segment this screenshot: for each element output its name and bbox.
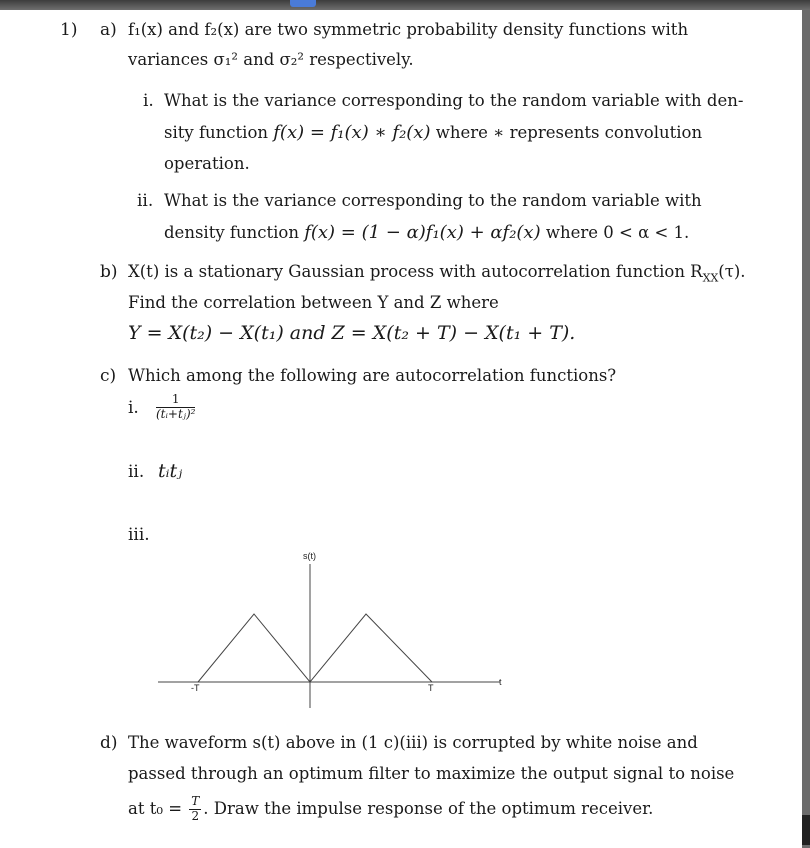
half-t-denominator: 2: [191, 808, 200, 823]
part-b-line1-subscript: XX: [702, 271, 719, 285]
part-a-ii-label: ii.: [137, 191, 154, 211]
part-b-line2: Find the correlation between Y and Z where: [128, 293, 499, 312]
part-b-line1-end: (τ).: [718, 262, 746, 281]
y-axis-label: s(t): [303, 551, 316, 561]
part-c-ii-label: ii.: [128, 462, 145, 482]
part-c-iii-label: iii.: [128, 525, 150, 545]
part-c-i-fraction: [154, 393, 197, 422]
part-a-ii-line2: [164, 224, 689, 242]
part-a-i-line2-suffix: where ∗ represents convolution: [435, 123, 703, 142]
part-c-question: Which among the following are autocorrelation functions?: [128, 366, 617, 385]
part-c-i-label: i.: [128, 398, 139, 418]
part-c-label: c): [100, 366, 117, 386]
half-t-fraction: [189, 795, 201, 824]
part-a-i-line1: What is the variance corresponding to the random variable with den-: [164, 91, 744, 110]
part-b-line1-text: X(t) is a stationary Gaussian process with autocorrelation function R: [128, 262, 703, 281]
fraction-denominator: (tᵢ+tⱼ)²: [156, 406, 196, 421]
part-a-label: a): [100, 20, 117, 40]
part-d-line2: passed through an optimum filter to maximize the output signal to noise: [128, 764, 735, 783]
right-edge-block: [802, 815, 810, 845]
part-b-equation: Y = X(t₂) − X(t₁) and Z = X(t₂ + T) − X(t₁ + T).: [128, 322, 576, 344]
part-a-ii-line2-prefix: density function: [164, 223, 299, 242]
part-a-line1: f₁(x) and f₂(x) are two symmetric probability density functions with: [128, 20, 689, 39]
part-a-line2: variances σ₁² and σ₂² respectively.: [128, 50, 414, 69]
part-a-i-label: i.: [143, 91, 154, 111]
part-a-ii-line1: What is the variance corresponding to the random variable with: [164, 191, 702, 210]
part-a-i-line2-prefix: sity function: [164, 123, 269, 142]
right-edge-strip: [802, 10, 810, 848]
x-axis-label: t: [499, 677, 502, 687]
part-d-line3-suffix: . Draw the impulse response of the optimum receiver.: [203, 798, 654, 818]
fraction-numerator: 1: [156, 393, 195, 408]
waveform-triangles: [198, 614, 432, 682]
part-b-line1: [128, 264, 746, 283]
tab-chip: [290, 0, 316, 7]
part-d-line3-prefix: at t₀ =: [128, 798, 183, 818]
part-a-i-convolution-equation: f(x) = f₁(x) ∗ f₂(x): [273, 122, 431, 143]
part-a-ii-mixture-equation: f(x) = (1 − α)f₁(x) + αf₂(x): [304, 222, 541, 243]
fraction: [156, 393, 195, 422]
window-top-bar: [0, 0, 810, 10]
part-b-label: b): [100, 262, 118, 282]
part-d-line3: [128, 795, 653, 824]
half-t-numerator: T: [191, 794, 200, 808]
part-d-label: d): [100, 733, 118, 753]
part-a-i-line3: operation.: [164, 154, 250, 173]
waveform-plot: [150, 548, 510, 713]
part-a-i-line2: [164, 124, 702, 142]
part-c-ii-expression: tᵢtⱼ: [158, 460, 183, 482]
part-d-line1: The waveform s(t) above in (1 c)(iii) is corrupted by white noise and: [128, 733, 698, 752]
question-number: 1): [60, 20, 78, 40]
part-a-ii-line2-suffix: where 0 < α < 1.: [545, 223, 690, 242]
tick-label-neg-t: -T: [191, 683, 200, 693]
tick-label-t: T: [428, 683, 434, 693]
